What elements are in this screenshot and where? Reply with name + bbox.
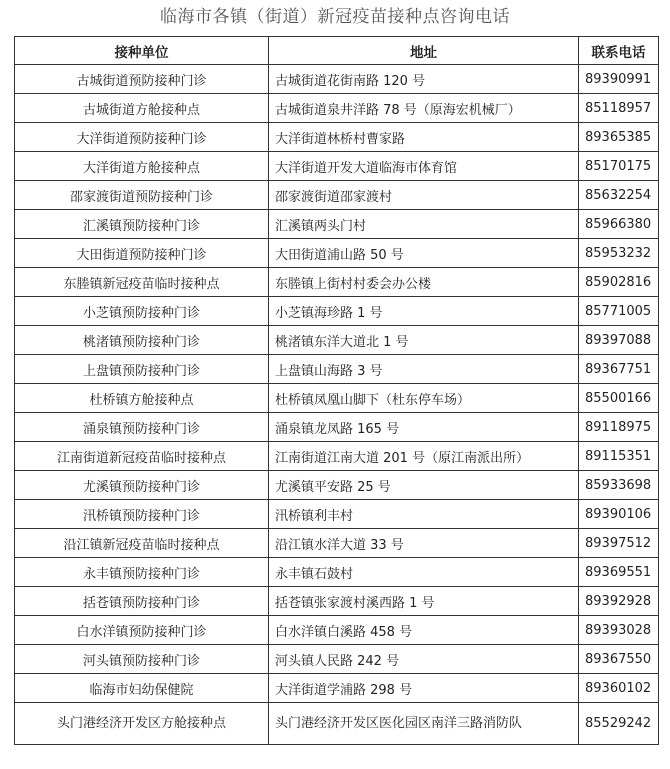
- table-row: [15, 210, 659, 239]
- address-cell: 汛桥镇利丰村: [269, 500, 579, 529]
- address-cell: 大洋街道学浦路 298 号: [269, 674, 579, 703]
- phone-cell: 89365385: [579, 123, 659, 152]
- phone-cell: 85118957: [579, 94, 659, 123]
- phone-cell: 89115351: [579, 442, 659, 471]
- address-cell: 汇溪镇两头门村: [269, 210, 579, 239]
- unit-cell: 汛桥镇预防接种门诊: [15, 500, 269, 529]
- unit-cell: 邵家渡街道预防接种门诊: [15, 181, 269, 210]
- unit-cell: 临海市妇幼保健院: [15, 674, 269, 703]
- address-cell: 小芝镇海珍路 1 号: [269, 297, 579, 326]
- table-row: [15, 65, 659, 94]
- unit-cell: 河头镇预防接种门诊: [15, 645, 269, 674]
- unit-cell: 涌泉镇预防接种门诊: [15, 413, 269, 442]
- header-unit: 接种单位: [15, 37, 269, 65]
- table-row: [15, 471, 659, 500]
- phone-cell: 89369551: [579, 558, 659, 587]
- phone-cell: 89393028: [579, 616, 659, 645]
- phone-cell: 89397088: [579, 326, 659, 355]
- table-row: [15, 152, 659, 181]
- table-row: [15, 616, 659, 645]
- address-cell: 邵家渡街道邵家渡村: [269, 181, 579, 210]
- phone-cell: 85632254: [579, 181, 659, 210]
- address-cell: 桃渚镇东洋大道北 1 号: [269, 326, 579, 355]
- address-cell: 大洋街道林桥村曹家路: [269, 123, 579, 152]
- unit-cell: 大田街道预防接种门诊: [15, 239, 269, 268]
- vaccination-sites-table: [14, 36, 659, 745]
- unit-cell: 尤溪镇预防接种门诊: [15, 471, 269, 500]
- address-cell: 括苍镇张家渡村溪西路 1 号: [269, 587, 579, 616]
- phone-cell: 89397512: [579, 529, 659, 558]
- unit-cell: 白水洋镇预防接种门诊: [15, 616, 269, 645]
- address-cell: 大田街道浦山路 50 号: [269, 239, 579, 268]
- unit-cell: 汇溪镇预防接种门诊: [15, 210, 269, 239]
- phone-cell: 85529242: [579, 703, 659, 745]
- address-cell: 尤溪镇平安路 25 号: [269, 471, 579, 500]
- address-cell: 上盘镇山海路 3 号: [269, 355, 579, 384]
- phone-cell: 89390991: [579, 65, 659, 94]
- phone-cell: 85953232: [579, 239, 659, 268]
- unit-cell: 小芝镇预防接种门诊: [15, 297, 269, 326]
- table-row: [15, 500, 659, 529]
- unit-cell: 上盘镇预防接种门诊: [15, 355, 269, 384]
- table-row: [15, 123, 659, 152]
- table-header-row: [15, 37, 659, 65]
- address-cell: 大洋街道开发大道临海市体育馆: [269, 152, 579, 181]
- table-row: [15, 442, 659, 471]
- header-address: 地址: [269, 37, 579, 65]
- table-row: [15, 326, 659, 355]
- address-cell: 白水洋镇白溪路 458 号: [269, 616, 579, 645]
- phone-cell: 89367550: [579, 645, 659, 674]
- header-phone: 联系电话: [579, 37, 659, 65]
- address-cell: 古城街道花街南路 120 号: [269, 65, 579, 94]
- address-cell: 沿江镇水洋大道 33 号: [269, 529, 579, 558]
- phone-cell: 89390106: [579, 500, 659, 529]
- table-row: [15, 297, 659, 326]
- table-row: [15, 94, 659, 123]
- page-title: 临海市各镇（街道）新冠疫苗接种点咨询电话: [160, 7, 510, 27]
- table-row: [15, 384, 659, 413]
- unit-cell: 古城街道方舱接种点: [15, 94, 269, 123]
- table-row: [15, 239, 659, 268]
- phone-cell: 85966380: [579, 210, 659, 239]
- phone-cell: 85170175: [579, 152, 659, 181]
- table-row: [15, 355, 659, 384]
- table-row: [15, 558, 659, 587]
- unit-cell: 沿江镇新冠疫苗临时接种点: [15, 529, 269, 558]
- address-cell: 古城街道泉井洋路 78 号（原海宏机械厂）: [269, 94, 579, 123]
- unit-cell: 杜桥镇方舱接种点: [15, 384, 269, 413]
- unit-cell: 东塍镇新冠疫苗临时接种点: [15, 268, 269, 297]
- unit-cell: 桃渚镇预防接种门诊: [15, 326, 269, 355]
- phone-cell: 85902816: [579, 268, 659, 297]
- address-cell: 涌泉镇龙凤路 165 号: [269, 413, 579, 442]
- address-cell: 河头镇人民路 242 号: [269, 645, 579, 674]
- unit-cell: 江南街道新冠疫苗临时接种点: [15, 442, 269, 471]
- address-cell: 杜桥镇凤凰山脚下（杜东停车场）: [269, 384, 579, 413]
- unit-cell: 古城街道预防接种门诊: [15, 65, 269, 94]
- table-row: [15, 181, 659, 210]
- address-cell: 头门港经济开发区医化园区南洋三路消防队: [269, 703, 579, 745]
- table-row: [15, 645, 659, 674]
- address-cell: 永丰镇石鼓村: [269, 558, 579, 587]
- phone-cell: 85933698: [579, 471, 659, 500]
- unit-cell: 头门港经济开发区方舱接种点: [15, 703, 269, 745]
- unit-cell: 大洋街道方舱接种点: [15, 152, 269, 181]
- table-row: [15, 529, 659, 558]
- table-row: [15, 413, 659, 442]
- address-cell: 东塍镇上街村村委会办公楼: [269, 268, 579, 297]
- phone-cell: 89360102: [579, 674, 659, 703]
- phone-cell: 89392928: [579, 587, 659, 616]
- unit-cell: 括苍镇预防接种门诊: [15, 587, 269, 616]
- table-row: [15, 674, 659, 703]
- table-row: [15, 703, 659, 745]
- table-row: [15, 268, 659, 297]
- phone-cell: 85771005: [579, 297, 659, 326]
- address-cell: 江南街道江南大道 201 号（原江南派出所）: [269, 442, 579, 471]
- unit-cell: 永丰镇预防接种门诊: [15, 558, 269, 587]
- phone-cell: 89367751: [579, 355, 659, 384]
- phone-cell: 89118975: [579, 413, 659, 442]
- unit-cell: 大洋街道预防接种门诊: [15, 123, 269, 152]
- phone-cell: 85500166: [579, 384, 659, 413]
- table-row: [15, 587, 659, 616]
